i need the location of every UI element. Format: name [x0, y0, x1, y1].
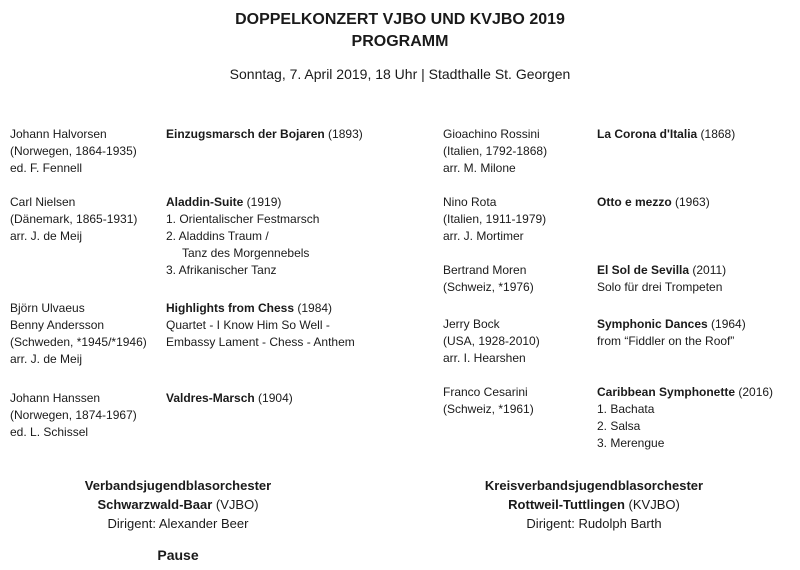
movement: 1. Bachata: [597, 402, 655, 416]
composer-name: Nino Rota: [443, 195, 497, 209]
composer-info: [443, 194, 546, 245]
program-heading: PROGRAMM: [351, 33, 449, 50]
work-info: [597, 194, 710, 211]
conductor: Dirigent: Alexander Beer: [107, 516, 249, 531]
orchestra-name: Verbandsjugendblasorchester: [84, 478, 272, 493]
composer-origin: (Schweden, *1945/*1946): [10, 335, 147, 349]
composer-name: Franco Cesarini: [443, 385, 528, 399]
composer-name: Gioachino Rossini: [443, 127, 540, 141]
work-title: Symphonic Dances: [597, 317, 708, 331]
orchestra-region: Rottweil-Tuttlingen: [508, 497, 625, 512]
work-title: Aladdin-Suite: [166, 195, 244, 209]
movement: 3. Merengue: [597, 436, 665, 450]
composer-origin: (Italien, 1911-1979): [443, 212, 547, 226]
work-year: (1984): [294, 301, 333, 315]
composer-name: Bertrand Moren: [443, 263, 527, 277]
work-year: (2016): [735, 385, 774, 399]
composer-name: Benny Andersson: [10, 318, 105, 332]
pause-label: Pause: [157, 547, 199, 563]
work-info: [166, 126, 363, 143]
movement: 2. Salsa: [597, 419, 641, 433]
work-year: (1893): [324, 127, 363, 141]
composer-info: [10, 300, 147, 368]
work-detail: from “Fiddler on the Roof”: [597, 334, 735, 348]
work-title: Otto e mezzo: [597, 195, 672, 209]
composer-origin: (USA, 1928-2010): [443, 334, 540, 348]
work-year: (1963): [671, 195, 710, 209]
composer-name: Carl Nielsen: [10, 195, 76, 209]
concert-date-venue: Sonntag, 7. April 2019, 18 Uhr | Stadthalle St. Georgen: [229, 66, 571, 82]
composer-origin: (Dänemark, 1865-1931): [10, 212, 138, 226]
work-title: Einzugsmarsch der Bojaren: [166, 127, 325, 141]
arranger: arr. I. Hearshen: [443, 351, 526, 365]
work-title: Caribbean Symphonette: [597, 385, 736, 399]
composer-info: [443, 126, 547, 177]
arranger: ed. L. Schissel: [10, 425, 89, 439]
work-year: (1964): [707, 317, 746, 331]
work-info: [166, 390, 293, 407]
movement: 2. Aladdins Traum /: [166, 229, 269, 243]
orchestra-kvjbo: [444, 476, 744, 533]
arranger: ed. F. Fennell: [10, 161, 83, 175]
orchestra-vjbo: [28, 476, 328, 533]
work-info: [597, 384, 773, 452]
composer-info: [10, 390, 137, 441]
work-year: (1868): [697, 127, 736, 141]
composer-info: [10, 194, 137, 245]
work-info: [166, 194, 319, 279]
composer-info: [443, 384, 534, 418]
program-title: DOPPELKONZERT VJBO UND KVJBO 2019: [235, 11, 565, 28]
composer-origin: (Norwegen, 1864-1935): [10, 144, 137, 158]
work-detail: Solo für drei Trompeten: [597, 280, 723, 294]
composer-origin: (Norwegen, 1874-1967): [10, 408, 137, 422]
work-year: (1904): [254, 391, 293, 405]
work-info: [597, 262, 726, 296]
work-title: Valdres-Marsch: [166, 391, 255, 405]
composer-info: [443, 316, 540, 367]
orchestra-abbrev: (VJBO): [212, 497, 259, 512]
work-info: [597, 126, 735, 143]
arranger: arr. J. de Meij: [10, 352, 83, 366]
arranger: arr. J. Mortimer: [443, 229, 524, 243]
work-info: [166, 300, 355, 351]
work-title: La Corona d'Italia: [597, 127, 698, 141]
composer-name: Johann Hanssen: [10, 391, 101, 405]
work-title: Highlights from Chess: [166, 301, 295, 315]
work-info: [597, 316, 746, 350]
orchestra-name: Kreisverbandsjugendblasorchester: [484, 478, 704, 493]
work-year: (2011): [689, 263, 727, 277]
composer-info: [10, 126, 137, 177]
composer-origin: (Italien, 1792-1868): [443, 144, 548, 158]
movement: 3. Afrikanischer Tanz: [166, 263, 277, 277]
composer-name: Jerry Bock: [443, 317, 500, 331]
composer-origin: (Schweiz, *1976): [443, 280, 534, 294]
work-detail: Quartet - I Know Him So Well -: [166, 318, 330, 332]
work-title: El Sol de Sevilla: [597, 263, 690, 277]
orchestra-region: Schwarzwald-Baar: [97, 497, 213, 512]
composer-info: [443, 262, 534, 296]
composer-name: Björn Ulvaeus: [10, 301, 85, 315]
arranger: arr. M. Milone: [443, 161, 516, 175]
arranger: arr. J. de Meij: [10, 229, 83, 243]
conductor: Dirigent: Rudolph Barth: [526, 516, 662, 531]
movement: Tanz des Morgennebels: [182, 246, 310, 260]
work-year: (1919): [243, 195, 282, 209]
composer-origin: (Schweiz, *1961): [443, 402, 534, 416]
orchestra-abbrev: (KVJBO): [624, 497, 680, 512]
composer-name: Johann Halvorsen: [10, 127, 107, 141]
work-detail: Embassy Lament - Chess - Anthem: [166, 335, 355, 349]
movement: 1. Orientalischer Festmarsch: [166, 212, 320, 226]
